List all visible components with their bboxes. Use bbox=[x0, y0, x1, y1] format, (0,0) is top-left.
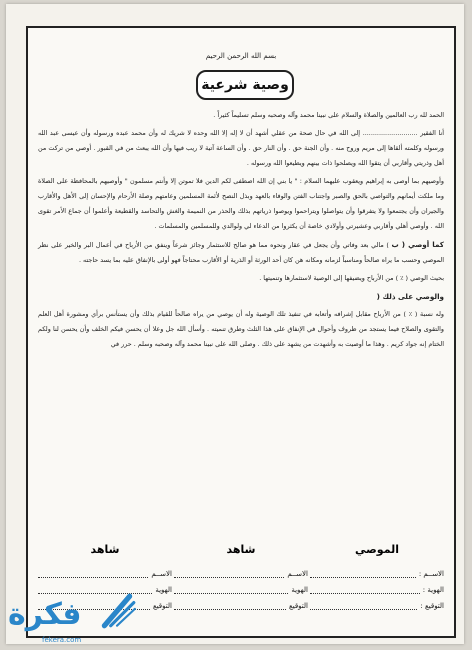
testator-signature-label: التوقيع : bbox=[420, 602, 444, 610]
witness1-name-label: الاســم bbox=[287, 570, 308, 578]
witness1-id-field[interactable] bbox=[174, 585, 288, 594]
testator-name-label: الاســم : bbox=[418, 570, 444, 578]
testator-id-row bbox=[310, 578, 444, 594]
testator-signature-field[interactable] bbox=[310, 601, 417, 610]
witness1-signature-row bbox=[174, 594, 308, 610]
title-box bbox=[196, 70, 294, 100]
witness1-block bbox=[174, 543, 308, 623]
testator-name-field[interactable] bbox=[310, 569, 416, 578]
document-frame bbox=[26, 26, 456, 638]
bequest-text: ) مالي بعد وفاتي وأن يجعل في عقار ونحوه مما هو صالح للاستثمار وجائز شرعاً وينفق من الأرباح في أعمال البر والخير على نظر الموصي وحسب ما يراه صالحاً ومناسباً لزمانه ومكانه هن كان أحد الورثة أو الذرية أو الأقارب محتاجاً فهو أولى بالإنفاق عليه بما يسد حاجته . bbox=[38, 241, 444, 264]
witness1-title: شاهد bbox=[226, 543, 256, 556]
witness2-name-row bbox=[38, 562, 172, 578]
basmala: بسم الله الرحمن الرحيم bbox=[205, 52, 277, 60]
testator-id-field[interactable] bbox=[310, 585, 420, 594]
witness1-id-row bbox=[174, 578, 308, 594]
opening-paragraph: الحمد لله رب العالمين والصلاة والسلام على نبينا محمد وآله وصحبه وسلم تسليماً كثيراً . bbox=[213, 111, 444, 119]
witness1-name-row bbox=[174, 562, 308, 578]
witness2-name-label: الاســم bbox=[151, 570, 172, 578]
pencil-icon bbox=[96, 590, 138, 632]
testament-paragraph: أنا الفقير ........................... إلى الله في حال صحة من عقلي أشهد أن لا إله إلا الله وحده لا شريك له وأن محمد عبده ورسوله وأن عيسى عبد الله ورسوله وكلمته ألقاها إلى مريم وروح منه . وأن الجنة حق . وأن النار حق . وأن الساعة آتية لا ريب فيها وأن الله يبعث من في القبور . أوصي من تركت من أهل وذريتي وأقاربي أن يتقوا الله ويصلحوا ذات بينهم ويطيعوا الله ورسوله . bbox=[38, 129, 444, 167]
site-watermark bbox=[0, 590, 150, 650]
bequest-lead: كما أوصي ( ب bbox=[391, 240, 444, 249]
watermark-site: fekera.com bbox=[42, 636, 82, 644]
witness2-title: شاهد bbox=[90, 543, 120, 556]
watermark-brand: فكرة bbox=[8, 597, 82, 632]
witness1-signature-field[interactable] bbox=[174, 601, 286, 610]
executor-line: والوصي على ذلك ( bbox=[376, 292, 444, 301]
witness1-id-label: الهوية bbox=[291, 586, 308, 594]
bequest-paragraph bbox=[38, 237, 444, 268]
testator-block bbox=[310, 543, 444, 623]
testator-title: الموصي bbox=[355, 543, 399, 556]
witness1-name-field[interactable] bbox=[174, 569, 284, 578]
advice-paragraph: وأوصيهم بما أوصى به إبراهيم ويعقوب عليهما السلام : " يا بني إن الله اصطفى لكم الدين فلا تموتن إلا وأنتم مسلمون " وأوصيهم بالمحافظة على الصلاة وما ملكت أيمانهم والتواصي بالحق والصبر واجتناب الفتن والوفاء بالعهد وبذل النصح لأئمة المسلمين وعامتهم وصلة الأرحام والإحسان إلى الأهل والأقارب والجيران وأن يجتمعوا ولا يتفرقوا وأن يتواصلوا ويتراحموا ويوصوا ذرياتهم بذلك والحذر من النميمة والغش والتحاسد والقطيعة وأعلموا أن جماع الأمر تقوى الله . وأوصي أهلي وأقاربي وعشيرتي وأولادي خاصة أن يكثروا من الدعاء لي ولوالدي وللمسلمين والمسلمات . bbox=[38, 177, 444, 230]
witness2-signature-label: التوقيع bbox=[152, 602, 172, 610]
witness2-name-field[interactable] bbox=[38, 569, 148, 578]
testator-signature-row bbox=[310, 594, 444, 610]
document-title: وصية شرعية bbox=[201, 77, 289, 93]
witness2-id-label: الهوية bbox=[155, 586, 172, 594]
testator-name-row bbox=[310, 562, 444, 578]
testator-id-label: الهوية : bbox=[422, 586, 444, 594]
witness1-signature-label: التوقيع bbox=[288, 602, 308, 610]
share-paragraph: بحيث الوصي ( ٪ ) من الأرباح ويضيفها إلى الوصية لاستثمارها وتنميتها . bbox=[259, 274, 444, 282]
document-body bbox=[38, 108, 444, 355]
executor-paragraph: وله نسبة ( ٪ ) من الأرباح مقابل إشرافه وأتعابه في تنفيذ تلك الوصية وله أن يوصي من يراه صالحاً للقيام بذلك وأن يستأنس برأي ومشورة أهل العلم والتقوى والصلاح فيما يستجد من ظروف وأحوال في الإنفاق على هذا الثلث وطرق تنميته . وأسأل الله جل وعلا أن يحسن فيكم الخلف وأن يحسن لنا ولكم الختام إنه جواد كريم . وهذا ما أوصيت به وأشهدت من يشهد على ذلك . وصلى الله على نبينا محمد وآله وصحبه وسلم . حرر في bbox=[38, 310, 444, 348]
